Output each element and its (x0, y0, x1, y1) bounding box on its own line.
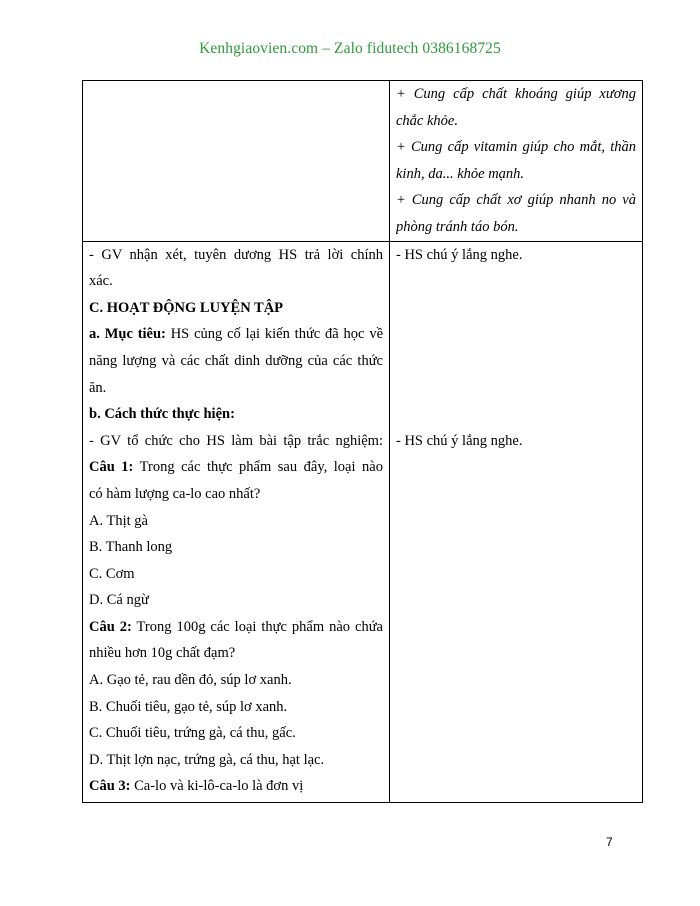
cau2-option-a: A. Gạo tẻ, rau dền đỏ, súp lơ xanh. (89, 672, 292, 689)
hs-response-1: - HS chú ý lắng nghe. (396, 246, 523, 263)
muctieu-line-2: năng lượng và các chất dinh dưỡng của các thức (89, 352, 383, 369)
cau3-line-1 (89, 773, 383, 800)
page-header (0, 40, 700, 58)
gv-tochuc: - GV tổ chức cho HS làm bài tập trắc nghiệm: (89, 432, 383, 449)
muctieu-text-1: HS củng cố lại kiến thức đã học về (165, 326, 383, 343)
hs-response-2: - HS chú ý lắng nghe. (396, 432, 523, 449)
row1-right-line-5: + Cung cấp chất xơ giúp nhanh no và (396, 192, 636, 209)
cau2-line-2: nhiều hơn 10g chất đạm? (89, 645, 236, 662)
muctieu-line-1 (89, 321, 383, 348)
spacer (396, 375, 636, 402)
table-row (83, 241, 643, 802)
row1-right-line-2: chắc khỏe. (396, 112, 458, 129)
cachthuc-label: b. Cách thức thực hiện: (89, 406, 235, 423)
page-number: 7 (606, 835, 613, 849)
header-site: Kenhgiaovien.com (199, 40, 319, 57)
cau2-option-c: C. Chuối tiêu, trứng gà, cá thu, gấc. (89, 725, 296, 742)
cau1-option-d: D. Cá ngừ (89, 592, 149, 609)
spacer (396, 401, 636, 428)
cau2-option-b: B. Chuối tiêu, gạo tẻ, súp lơ xanh. (89, 698, 288, 715)
cau1-line-1 (89, 454, 383, 481)
muctieu-line-3: ăn. (89, 379, 107, 396)
row1-right-line-6: phòng tránh táo bón. (396, 218, 519, 235)
row1-right-line-3: + Cung cấp vitamin giúp cho mắt, thần (396, 139, 636, 156)
cau2-line-1 (89, 614, 383, 641)
cau2-option-d: D. Thịt lợn nạc, trứng gà, cá thu, hạt lạc. (89, 751, 325, 768)
lesson-table (82, 80, 643, 803)
cau1-option-c: C. Cơm (89, 565, 135, 582)
cau1-text-1: Trong các thực phẩm sau đây, loại nào (133, 459, 383, 476)
spacer (396, 321, 636, 348)
table-row (83, 81, 643, 242)
spacer (396, 348, 636, 375)
row1-right-cell (390, 81, 643, 242)
cau1-label: Câu 1: (89, 459, 134, 476)
cau1-line-2: có hàm lượng ca-lo cao nhất? (89, 485, 261, 502)
muctieu-label: a. Mục tiêu: (89, 326, 166, 343)
row1-left-cell (83, 81, 390, 242)
spacer (396, 295, 636, 322)
row2-right-cell (390, 241, 643, 802)
cau2-label: Câu 2: (89, 618, 132, 635)
gv-nhanxet-line-2: xác. (89, 273, 113, 290)
cau3-text-1: Ca-lo và ki-lô-ca-lo là đơn vị (130, 778, 304, 795)
cau1-option-b: B. Thanh long (89, 539, 173, 556)
row1-right-line-1: + Cung cấp chất khoáng giúp xương (396, 86, 636, 102)
section-title: C. HOẠT ĐỘNG LUYỆN TẬP (89, 299, 284, 316)
cau2-text-1: Trong 100g các loại thực phẩm nào chứa (131, 618, 383, 635)
spacer (396, 268, 636, 295)
cau3-label: Câu 3: (89, 778, 131, 795)
gv-nhanxet-line-1: - GV nhận xét, tuyên dương HS trả lời chính (89, 246, 383, 263)
row2-left-cell (83, 241, 390, 802)
header-contact: Zalo fidutech 0386168725 (334, 40, 501, 57)
row1-right-line-4: kinh, da... khỏe mạnh. (396, 165, 525, 182)
header-separator: – (318, 40, 335, 57)
cau1-option-a: A. Thịt gà (89, 512, 148, 529)
